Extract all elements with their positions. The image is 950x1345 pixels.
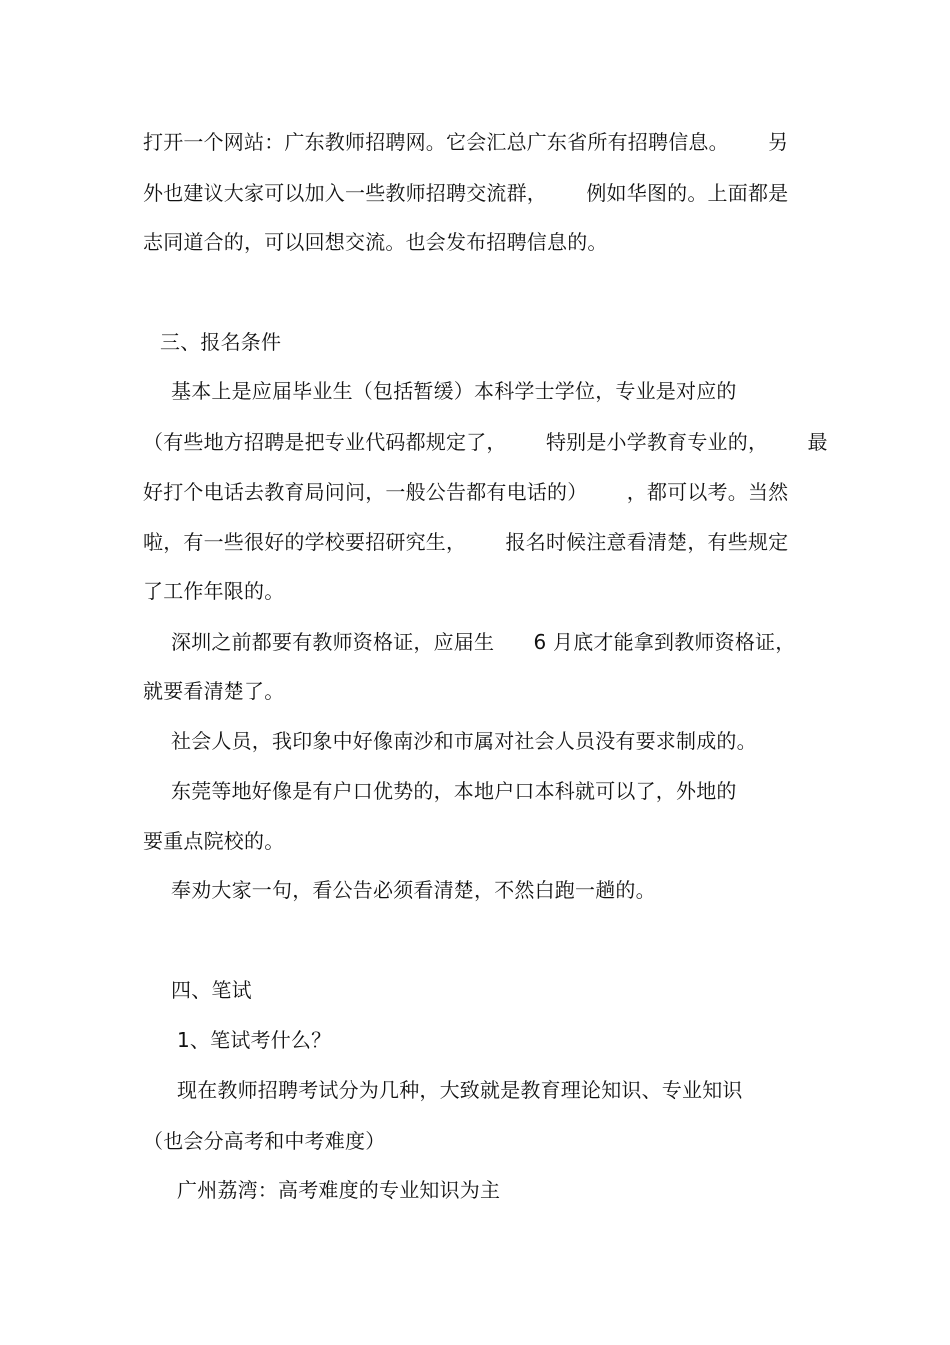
- paragraph-line: 广州荔湾：高考难度的专业知识为主: [177, 1178, 501, 1202]
- paragraph-line: 志同道合的，可以回想交流。也会发布招聘信息的。: [143, 230, 608, 254]
- paragraph-line: 外也建议大家可以加入一些教师招聘交流群， 例如华图的。上面都是: [143, 181, 789, 205]
- paragraph-line: 现在教师招聘考试分为几种，大致就是教育理论知识、专业知识: [177, 1078, 743, 1102]
- paragraph-line: 啦，有一些很好的学校要招研究生， 报名时候注意看清楚，有些规定: [143, 530, 789, 554]
- section-heading: 四、笔试: [171, 978, 252, 1002]
- paragraph-line: 奉劝大家一句，看公告必须看清楚，不然白跑一趟的。: [171, 878, 656, 902]
- paragraph-line: 深圳之前都要有教师资格证，应届生 6 月底才能拿到教师资格证，: [171, 630, 796, 654]
- section-heading: 三、报名条件: [160, 330, 282, 354]
- paragraph-line: 就要看清楚了。: [143, 679, 285, 703]
- subsection-heading: 1、笔试考什么？: [177, 1028, 332, 1052]
- paragraph-line: （有些地方招聘是把专业代码都规定了， 特别是小学教育专业的， 最: [143, 430, 828, 454]
- paragraph-line: 东莞等地好像是有户口优势的，本地户口本科就可以了，外地的: [171, 779, 737, 803]
- paragraph-line: 了工作年限的。: [143, 579, 285, 603]
- paragraph-line: 基本上是应届毕业生（包括暂缓）本科学士学位，专业是对应的: [171, 379, 737, 403]
- paragraph-line: 好打个电话去教育局问问，一般公告都有电话的） ，都可以考。当然: [143, 480, 789, 504]
- paragraph-line: （也会分高考和中考难度）: [143, 1129, 386, 1153]
- paragraph-line: 要重点院校的。: [143, 829, 285, 853]
- paragraph-line: 打开一个网站：广东教师招聘网。它会汇总广东省所有招聘信息。 另: [143, 130, 789, 154]
- paragraph-line: 社会人员，我印象中好像南沙和市属对社会人员没有要求制成的。: [171, 729, 757, 753]
